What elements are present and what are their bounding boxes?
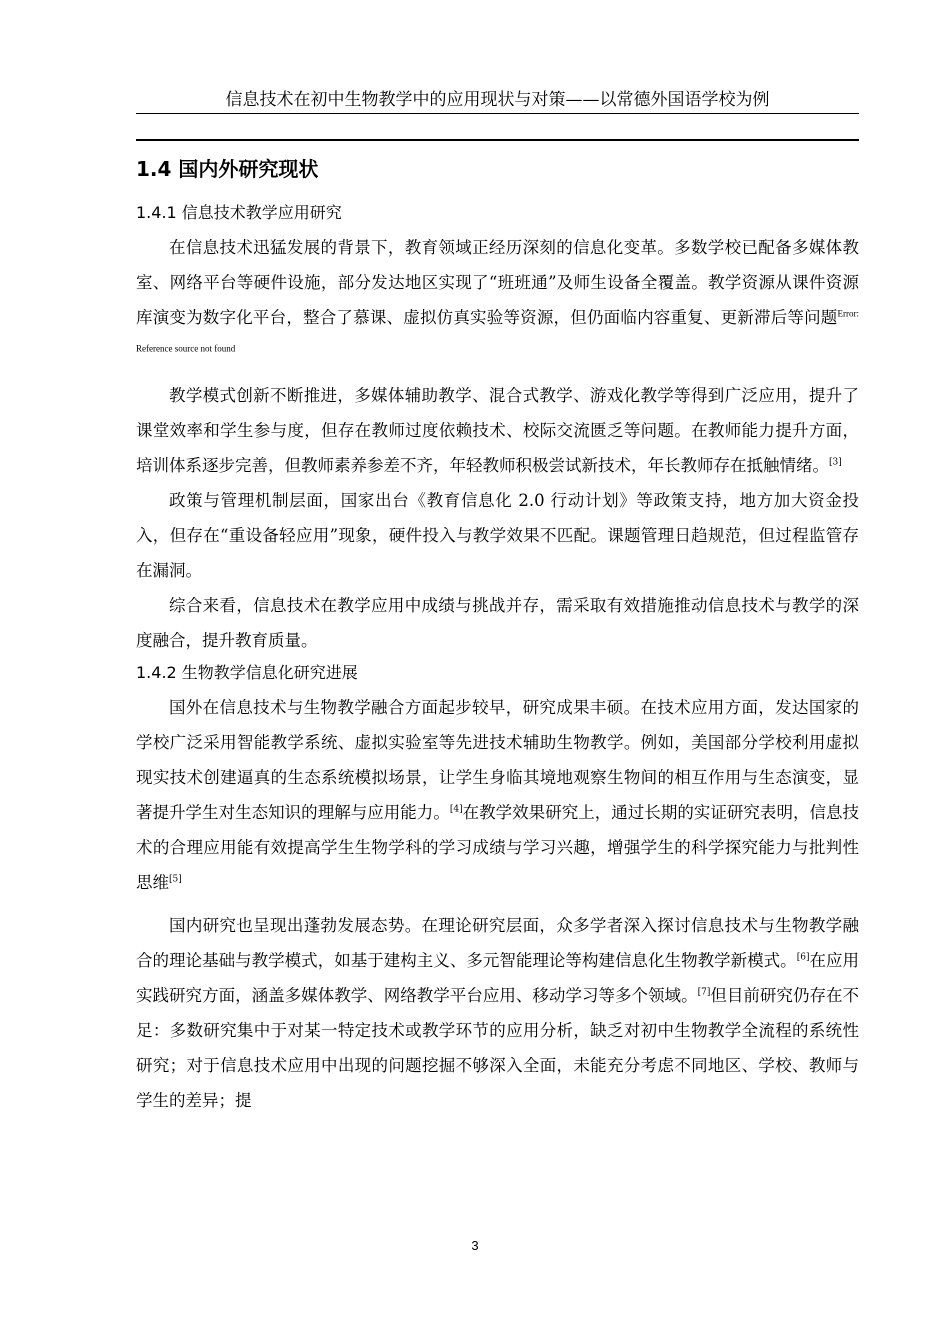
paragraph-text: 在应用实践研究方面，涵盖多媒体教学、网络教学平台应用、移动学习等多个领域。 <box>136 951 860 1005</box>
page-number: 3 <box>471 1238 479 1253</box>
paragraph <box>136 690 859 900</box>
subsection-heading-1-4-1: 1.4.1 信息技术教学应用研究 <box>136 203 342 222</box>
paragraph <box>136 378 859 483</box>
paragraph-text: 但目前研究仍存在不足：多数研究集中于对某一特定技术或教学环节的应用分析，缺乏对初中生物教学全流程的系统性研究；对于信息技术应用中出现的问题挖掘不够深入全面，未能充分考虑不同地区、学校、教师与学生的差异；提 <box>136 986 860 1110</box>
paragraph <box>136 230 859 370</box>
section-heading: 1.4 国内外研究现状 <box>136 157 319 181</box>
paragraph-text: 国内研究也呈现出蓬勃发展态势。在理论研究层面，众多学者深入探讨信息技术与生物教学融合的理论基础与教学模式，如基于建构主义、多元智能理论等构建信息化生物教学新模式。 <box>136 916 859 970</box>
paragraph-text: 教学模式创新不断推进，多媒体辅助教学、混合式教学、游戏化教学等得到广泛应用，提升了课堂效率和学生参与度，但存在教师过度依赖技术、校际交流匮乏等问题。在教师能力提升方面，培训体系逐步完善，但教师素养参差不齐，年轻教师积极尝试新技术，年长教师存在抵触情绪。 <box>136 386 859 475</box>
citation: [6] <box>796 952 810 963</box>
paragraph-text: 在教学效果研究上，通过长期的实证研究表明，信息技术的合理应用能有效提高学生生物学科的学习成绩与学习兴趣，增强学生的科学探究能力与批判性思维 <box>136 803 860 892</box>
paragraph-text: 国外在信息技术与生物教学融合方面起步较早，研究成果丰硕。在技术应用方面，发达国家的学校广泛采用智能教学系统、虚拟实验室等先进技术辅助生物教学。例如，美国部分学校利用虚拟现实技术创建逼真的生态系统模拟场景，让学生身临其境地观察生物间的相互作用与生态演变，显著提升学生对生态知识的理解与应用能力。 <box>136 698 859 822</box>
citation: [3] <box>829 457 842 468</box>
header-rule <box>136 113 859 114</box>
paragraph <box>136 483 859 588</box>
paragraph <box>136 588 859 658</box>
paragraph <box>136 908 859 1118</box>
paragraph-text: 综合来看，信息技术在教学应用中成绩与挑战并存，需采取有效措施推动信息技术与教学的深度融合，提升教育质量。 <box>136 596 859 650</box>
paragraph-text: 在信息技术迅猛发展的背景下，教育领域正经历深刻的信息化变革。多数学校已配备多媒体教室、网络平台等硬件设施，部分发达地区实现了“班班通”及师生设备全覆盖。教学资源从课件资源库演变为数字化平台，整合了慕课、虚拟仿真实验等资源，但仍面临内容重复、更新滞后等问题 <box>136 238 859 327</box>
citation: [4] <box>449 804 463 815</box>
subsection-heading-1-4-2: 1.4.2 生物教学信息化研究进展 <box>136 663 358 682</box>
citation: [7] <box>697 987 711 998</box>
citation: [5] <box>169 874 182 885</box>
reference-error: Error: Reference source not found <box>136 308 859 354</box>
header-rule-thick <box>136 139 859 141</box>
paragraph-text: 政策与管理机制层面，国家出台《教育信息化 2.0 行动计划》等政策支持，地方加大资金投入，但存在“重设备轻应用”现象，硬件投入与教学效果不匹配。课题管理日趋规范，但过程监管存在漏洞。 <box>136 491 859 580</box>
page-body <box>136 150 859 1118</box>
running-header: 信息技术在初中生物教学中的应用现状与对策——以常德外国语学校为例 <box>225 90 770 110</box>
